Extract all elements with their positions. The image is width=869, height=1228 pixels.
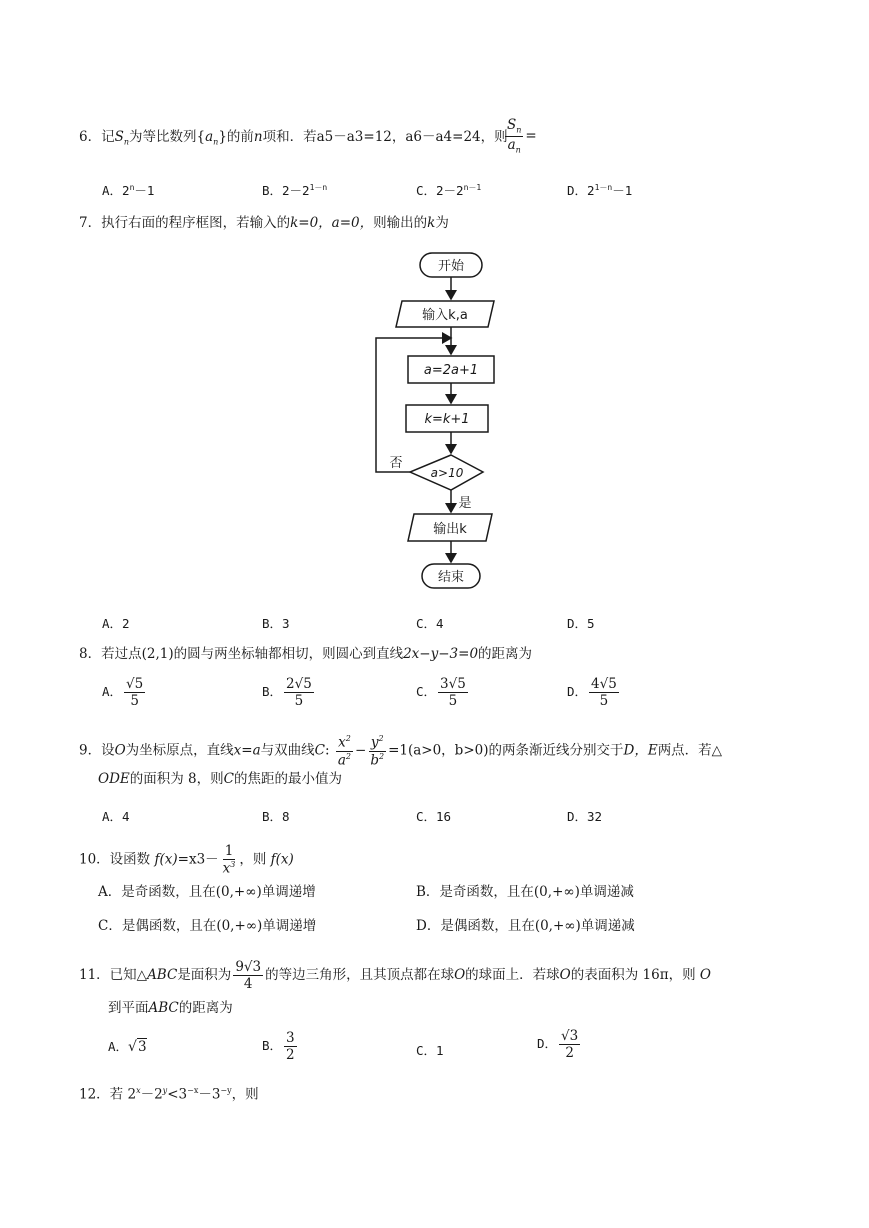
q8-option-b: B． $\frac{2√5}{5}$ [262, 676, 312, 710]
q7-option-a: A．2 [102, 616, 130, 631]
flow-no-label: 否 [389, 456, 403, 471]
flow-cond-label: a>10 [430, 466, 464, 480]
q7-option-b: B．3 [262, 616, 290, 631]
q6-option-a: A．$2^n-1$ [102, 182, 155, 198]
q11-option-d: D． $\frac{√3}{2}$ [537, 1028, 579, 1062]
q10-option-c: C．是偶函数，且在(0,+∞)单调递增 [98, 918, 317, 934]
q9-option-c: C．16 [416, 809, 452, 824]
q6-option-b: B．$2-2^{1-n}$ [262, 182, 328, 198]
q12-stem: 12．若 $2^x-2^y<3^{-x}-3^{-y}$，则 [79, 1086, 259, 1103]
q7-stem: 7．执行右面的程序框图，若输入的k=0，a=0，则输出的k为 [79, 215, 449, 231]
q8-option-c: C． $\frac{3√5}{5}$ [416, 676, 466, 710]
q6-option-c: C．$2-2^{n-1}$ [416, 182, 482, 198]
flowchart [370, 248, 520, 598]
q11-option-c: C．1 [416, 1043, 444, 1058]
q6-fraction: $\frac{S_n}{a_n}$ = [507, 117, 537, 155]
q11-option-a: A．√3 [108, 1039, 147, 1055]
q6-stem: 6．记$S_n$为等比数列$\{a_n\}$的前n项和．若a5－a3=12，a6－a4=24，则 [79, 129, 508, 147]
q9-option-b: B．8 [262, 809, 290, 824]
q9-stem: 9．设O为坐标原点，直线x=a与双曲线C: $\frac{x^2}{a^2}$ − $\frac{y^2}{b^2}$ =1(a>0，b>0)的两条渐近线分别交于D，E两点．若△ [79, 734, 723, 769]
q8-stem: 8．若过点(2,1)的圆与两坐标轴都相切，则圆心到直线2x−y−3=0的距离为 [79, 646, 533, 662]
flow-end-label: 结束 [437, 570, 465, 585]
q9-stem-line2: ODE的面积为 8，则C的焦距的最小值为 [98, 771, 342, 787]
q7-option-c: C．4 [416, 616, 444, 631]
q11-option-b: B． $\frac{3}{2}$ [262, 1030, 295, 1064]
flow-yes-label: 是 [458, 496, 472, 511]
q6-option-d: D．$2^{1-n}-1$ [567, 182, 633, 198]
q8-option-a: A． $\frac{√5}{5}$ [102, 676, 144, 710]
q10-option-d: D．是偶函数，且在(0,+∞)单调递减 [416, 918, 635, 934]
flow-start-label: 开始 [437, 259, 465, 274]
q10-option-a: A．是奇函数，且在(0,+∞)单调递增 [98, 884, 316, 900]
q8-option-d: D． $\frac{4√5}{5}$ [567, 676, 617, 710]
q11-stem: 11．已知△ABC是面积为 $\frac{9√3}{4}$ 的等边三角形，且其顶点都在球O的球面上．若球O的表面积为 16π，则 O [79, 959, 711, 993]
q10-stem: 10．设函数 f(x)=x3－ $\frac{1}{x^3}$ ，则 f(x) [79, 843, 294, 877]
q9-option-d: D．32 [567, 809, 603, 824]
flow-step2-label: k=k+1 [424, 412, 470, 427]
q10-option-b: B．是奇函数，且在(0,+∞)单调递减 [416, 884, 634, 900]
flow-step1-label: a=2a+1 [423, 363, 479, 378]
q11-stem-line2: 到平面ABC的距离为 [108, 1000, 233, 1016]
flow-output-label: 输出k [433, 522, 467, 537]
q9-option-a: A．4 [102, 809, 130, 824]
q7-option-d: D．5 [567, 616, 595, 631]
flow-input-label: 输入k,a [422, 308, 468, 323]
